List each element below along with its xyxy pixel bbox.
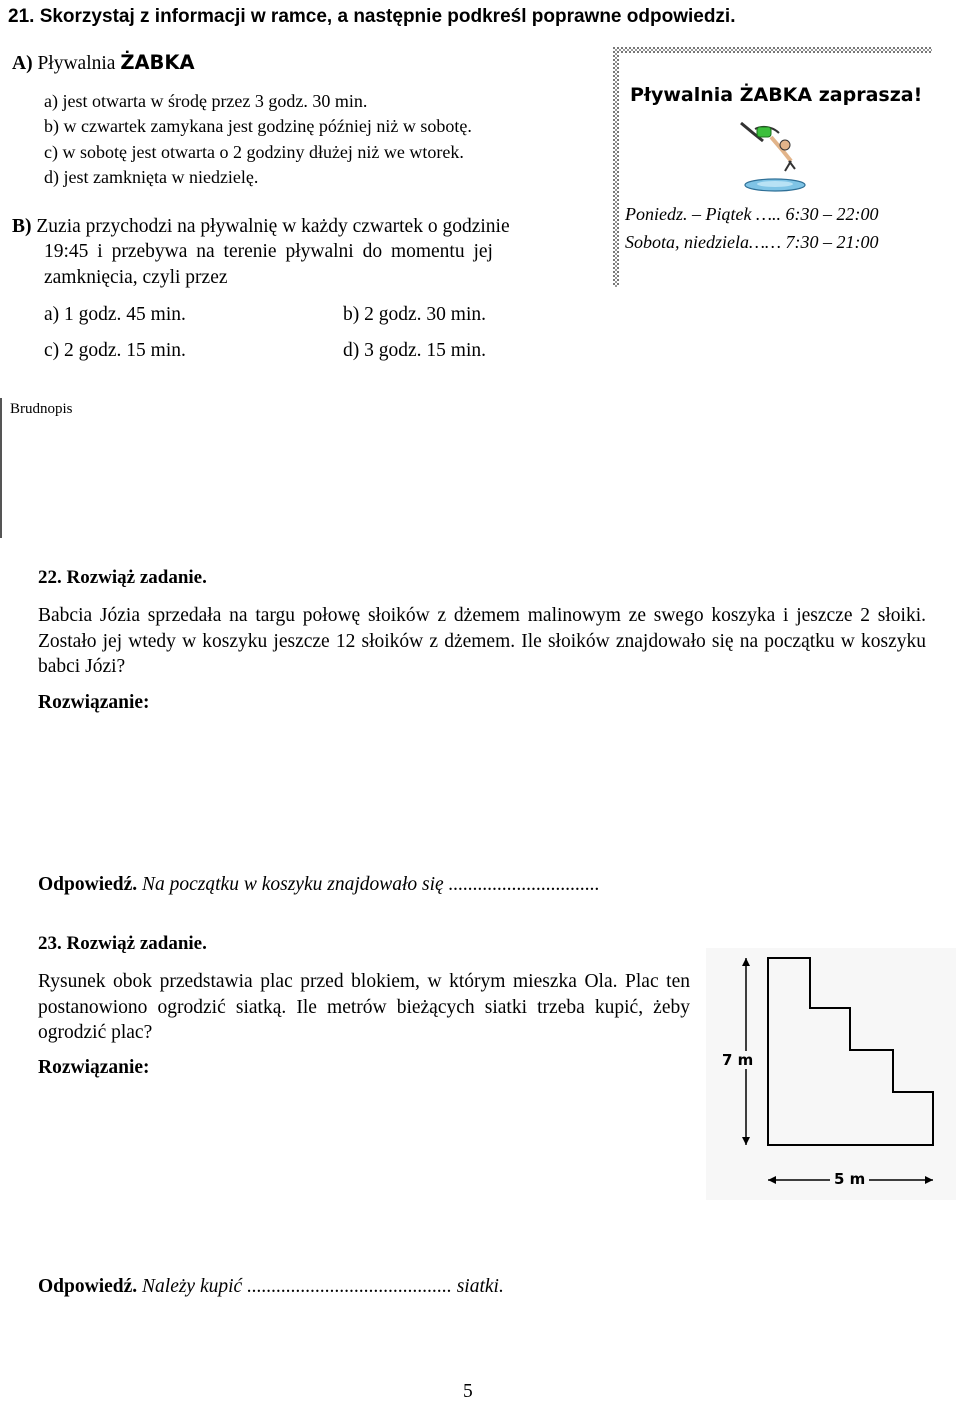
task22-solution-label: Rozwiązanie: [38,692,150,713]
task22-answer-text: Na początku w koszyku znajdowało się ............................... [142,874,600,895]
draft-border [0,398,2,538]
task23-answer-text: Należy kupić .......................................... siatki. [142,1276,504,1297]
part-a-title [12,51,195,75]
plot-figure [706,948,956,1200]
part-a-title-text: Pływalnia [37,53,116,74]
hours-weekend: Sobota, niedziela…… 7:30 – 21:00 [625,232,879,252]
task23-solution-label: Rozwiązanie: [38,1057,150,1078]
part-b-answer-d: d) 3 godz. 15 min. [343,340,486,361]
info-box-title: Pływalnia ŻABKA zaprasza! [630,84,923,106]
part-b-line1-text: Zuzia przychodzi na pływalnię w każdy czwartek o godzinie [36,216,510,237]
part-b-answer-c: c) 2 godz. 15 min. [44,340,186,361]
task22-answer [38,874,600,896]
part-b-answer-b: b) 2 godz. 30 min. [343,304,486,325]
task23-answer [38,1276,504,1298]
task22-problem: Babcia Józia sprzedała na targu połowę słoików z dżemem malinowym ze swego koszyka i jeszcze 2 słoiki. Zostało jej wtedy w koszyku jeszcze 12 słoików z dżemem. Ile słoików znajdowało się na początku w koszyku babci Józi? [38,605,926,677]
figure-height-label: 7 m [722,1051,754,1069]
task22-header: 22. Rozwiąż zadanie. [38,567,207,588]
part-b-line3: zamknięcia, czyli przez [44,267,228,288]
part-b-line1 [12,216,510,238]
diver-icon [733,115,813,195]
part-b-answer-a: a) 1 godz. 45 min. [44,304,186,325]
part-a-option-c: c) w sobotę jest otwarta o 2 godziny dłużej niż we wtorek. [44,142,464,162]
pool-info-box [613,47,932,287]
part-b-label: B) [12,216,32,237]
part-a-option-a: a) jest otwarta w środę przez 3 godz. 30 min. [44,91,368,111]
task23-header: 23. Rozwiąż zadanie. [38,933,207,954]
task21-header: 21. Skorzystaj z informacji w ramce, a następnie podkreśl poprawne odpowiedzi. [8,6,736,27]
task22-answer-label: Odpowiedź. [38,874,138,895]
page-number: 5 [463,1381,473,1402]
task23-problem: Rysunek obok przedstawia plac przed blokiem, w którym mieszka Ola. Plac ten postanowiono ogrodzić siatką. Ile metrów bieżących siatki trzeba kupić, żeby ogrodzić plac? [38,971,690,1043]
figure-width-label: 5 m [830,1170,869,1188]
part-a-option-b: b) w czwartek zamykana jest godzinę później niż w sobotę. [44,116,472,136]
hours-weekdays: Poniedz. – Piątek ….. 6:30 – 22:00 [625,204,879,224]
draft-label: Brudnopis [10,401,73,417]
task23-answer-label: Odpowiedź. [38,1276,138,1297]
part-b-line2: 19:45 i przebywa na terenie pływalni do momentu jej [44,241,493,262]
part-a-option-d: d) jest zamknięta w niedzielę. [44,167,259,187]
plot-outline [706,948,956,1200]
part-a-label: A) [12,53,33,74]
part-a-brand: ŻABKA [120,51,195,74]
